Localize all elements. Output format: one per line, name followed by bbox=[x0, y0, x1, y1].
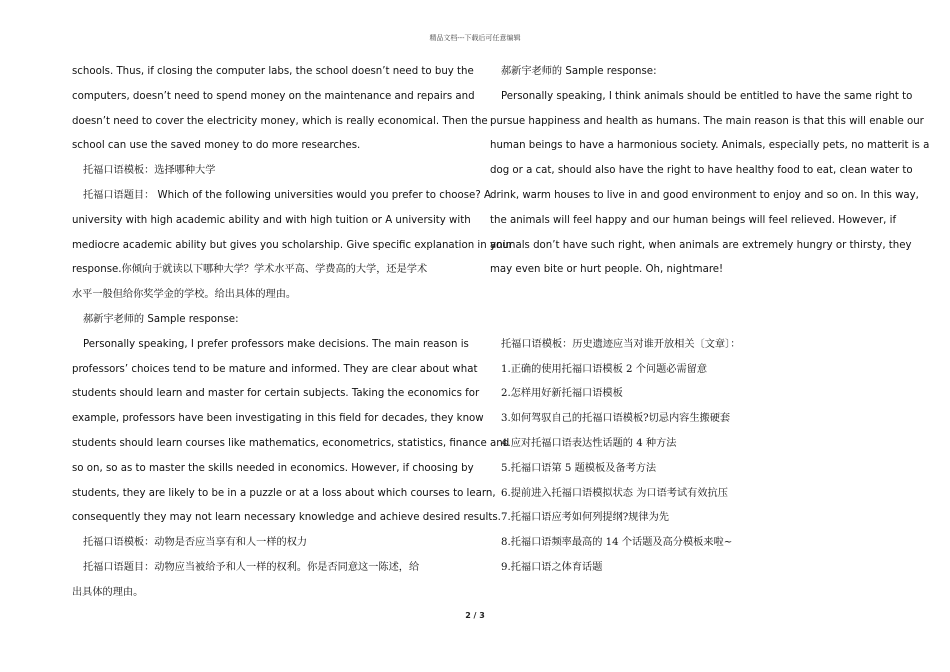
text-line: students should learn and master for certain subjects. Taking the economics for bbox=[72, 388, 480, 400]
text-line: university with high academic ability and with high tuition or A university with bbox=[72, 214, 471, 226]
related-article-link[interactable]: 4.应对托福口语表达性话题的 4 种方法 bbox=[501, 437, 677, 449]
text-line: response.你倾向于就读以下哪种大学？学术水平高、学费高的大学，还是学术 bbox=[72, 264, 428, 276]
sample-response-label: 郝新宇老师的 Sample response: bbox=[83, 313, 239, 325]
text-line: may even bite or hurt people. Oh, nightmare! bbox=[490, 264, 724, 276]
text-line: 托福口语题目：动物应当被给予和人一样的权利。你是否同意这一陈述，给 bbox=[83, 561, 420, 573]
text-line: computers, doesn’t need to spend money on the maintenance and repairs and bbox=[72, 90, 475, 102]
related-article-link[interactable]: 3.如何驾驭自己的托福口语模板?切忌内容生搬硬套 bbox=[501, 413, 731, 425]
section-heading: 托福口语模板：动物是否应当享有和人一样的权力 bbox=[83, 537, 308, 549]
text-line: example, professors have been investigating in this field for decades, they know bbox=[72, 413, 484, 425]
text-line: doesn’t need to cover the electricity money, which is really economical. Then the bbox=[72, 115, 488, 127]
section-heading: 托福口语模板：选择哪种大学 bbox=[83, 165, 216, 177]
text-line: so on, so as to master the skills needed in economics. However, if choosing by bbox=[72, 462, 474, 474]
text-line: Personally speaking, I think animals should be entitled to have the same right to bbox=[501, 90, 913, 102]
text-line: human beings to have a harmonious society. Animals, especially pets, no matterit is a bbox=[490, 140, 930, 152]
text-line: Personally speaking, I prefer professors make decisions. The main reason is bbox=[83, 338, 469, 350]
left-column bbox=[72, 60, 513, 606]
text-line: animals don’t have such right, when animals are extremely hungry or thirsty, they bbox=[490, 239, 912, 251]
paragraph-gap bbox=[490, 283, 882, 333]
related-article-link[interactable]: 5.托福口语第 5 题模板及备考方法 bbox=[501, 462, 657, 474]
text-line: students, they are likely to be in a puzzle or at a loss about which courses to learn, bbox=[72, 487, 496, 499]
related-article-link[interactable]: 9.托福口语之体育话题 bbox=[501, 561, 603, 573]
text-line: school can use the saved money to do more researches. bbox=[72, 140, 361, 152]
related-article-link[interactable]: 6.提前进入托福口语模拟状态 为口语考试有效抗压 bbox=[501, 487, 728, 499]
text-line: schools. Thus, if closing the computer labs, the school doesn’t need to buy the bbox=[72, 66, 474, 77]
related-article-link[interactable]: 7.托福口语应考如何列提纲?规律为先 bbox=[501, 512, 669, 524]
text-line: pursue happiness and health as humans. The main reason is that this will enable our bbox=[490, 115, 924, 127]
text-line: the animals will feel happy and our human beings will feel relieved. However, if bbox=[490, 214, 897, 226]
right-column bbox=[490, 60, 930, 581]
text-line: 托福口语题目： Which of the following universities would you prefer to choose? A bbox=[83, 189, 491, 201]
related-article-link[interactable]: 1.正确的使用托福口语模板 2 个问题必需留意 bbox=[501, 363, 708, 375]
page-number: 2 / 3 bbox=[465, 611, 485, 620]
text-line: dog or a cat, should also have the right to have healthy food to eat, clean water to bbox=[490, 165, 913, 177]
text-line: 出具体的理由。 bbox=[72, 586, 144, 598]
text-line: 水平一般但给你奖学金的学校。给出具体的理由。 bbox=[72, 289, 297, 301]
related-articles-title: 托福口语模板：历史遗迹应当对谁开放相关〔文章〕： bbox=[501, 338, 741, 350]
related-article-link[interactable]: 2.怎样用好新托福口语模板 bbox=[501, 388, 623, 400]
page-header: 精品文档---下载后可任意编辑 bbox=[429, 34, 521, 42]
text-line: drink, warm houses to live in and good environment to enjoy and so on. In this way, bbox=[490, 189, 919, 201]
text-line: mediocre academic ability but gives you scholarship. Give specific explanation in your bbox=[72, 239, 513, 251]
text-line: consequently they may not learn necessary knowledge and achieve desired results. bbox=[72, 512, 501, 524]
text-line: professors’ choices tend to be mature and informed. They are clear about what bbox=[72, 363, 478, 375]
text-line: students should learn courses like mathematics, econometrics, statistics, finance and bbox=[72, 437, 510, 449]
sample-response-label: 郝新宇老师的 Sample response: bbox=[501, 66, 657, 77]
related-article-link[interactable]: 8.托福口语频率最高的 14 个话题及高分模板来啦~ bbox=[501, 537, 733, 549]
